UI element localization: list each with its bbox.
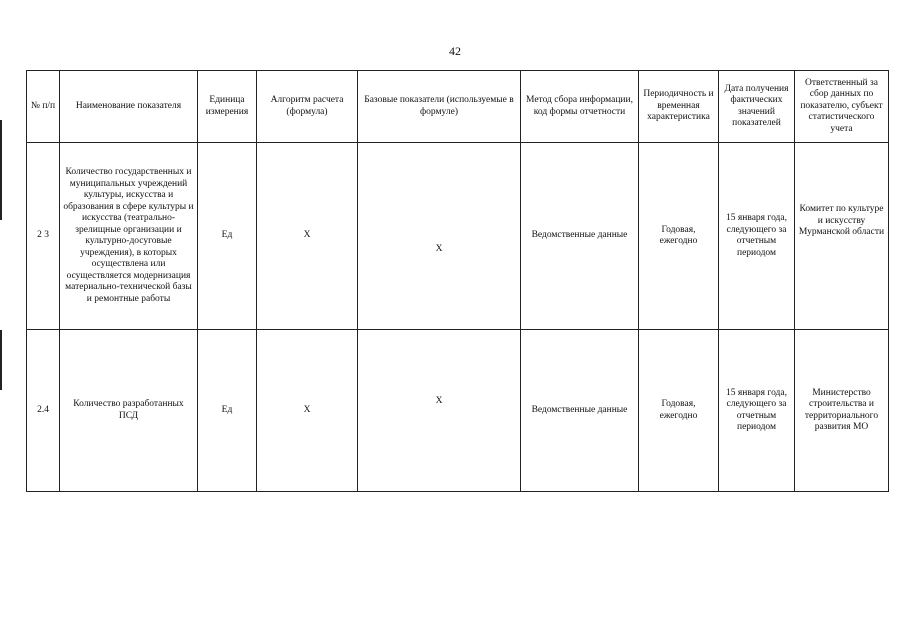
row-unit: Ед (198, 330, 257, 492)
row-algorithm: X (257, 143, 358, 330)
row-responsible: Комитет по культуре и искусству Мурманской области (795, 143, 889, 330)
header-date: Дата получения фактических значений показателей (719, 71, 795, 143)
header-method: Метод сбора информации, код формы отчетности (521, 71, 639, 143)
row-algorithm: X (257, 330, 358, 492)
header-name: Наименование показателя (60, 71, 198, 143)
table-row (27, 143, 889, 330)
indicators-table (26, 70, 889, 492)
row-method: Ведомственные данные (521, 143, 639, 330)
header-period: Периодичность и временная характеристика (639, 71, 719, 143)
row-date: 15 января года, следующего за отчетным периодом (719, 330, 795, 492)
left-margin-mark (0, 330, 2, 390)
row-num: 2.4 (27, 330, 60, 492)
table-header-row (27, 71, 889, 143)
header-responsible: Ответственный за сбор данных по показателю, субъект статистического учета (795, 71, 889, 143)
left-margin-mark (0, 120, 2, 220)
row-method: Ведомственные данные (521, 330, 639, 492)
page-number: 42 (449, 44, 461, 58)
row-unit: Ед (198, 143, 257, 330)
table-row (27, 330, 889, 492)
row-date: 15 января года, следующего за отчетным периодом (719, 143, 795, 330)
header-base: Базовые показатели (используемые в формуле) (358, 71, 521, 143)
row-name: Количество государственных и муниципальных учреждений культуры, искусства и образования в сфере культуры и искусства (театрально-зрелищные организации и культурно-досуговые учреждения), в которых осуществлена или осуществляется модернизация материально-технической базы и ремонтные работы (60, 143, 198, 330)
row-responsible: Министерство строительства и территориального развития МО (795, 330, 889, 492)
row-period: Годовая, ежегодно (639, 330, 719, 492)
row-base: X (358, 330, 521, 492)
row-name: Количество разработанных ПСД (60, 330, 198, 492)
header-algorithm: Алгоритм расчета (формула) (257, 71, 358, 143)
row-num: 2 3 (27, 143, 60, 330)
header-unit: Единица измерения (198, 71, 257, 143)
header-num: № п/п (27, 71, 60, 143)
row-base: X (358, 143, 521, 330)
row-period: Годовая, ежегодно (639, 143, 719, 330)
